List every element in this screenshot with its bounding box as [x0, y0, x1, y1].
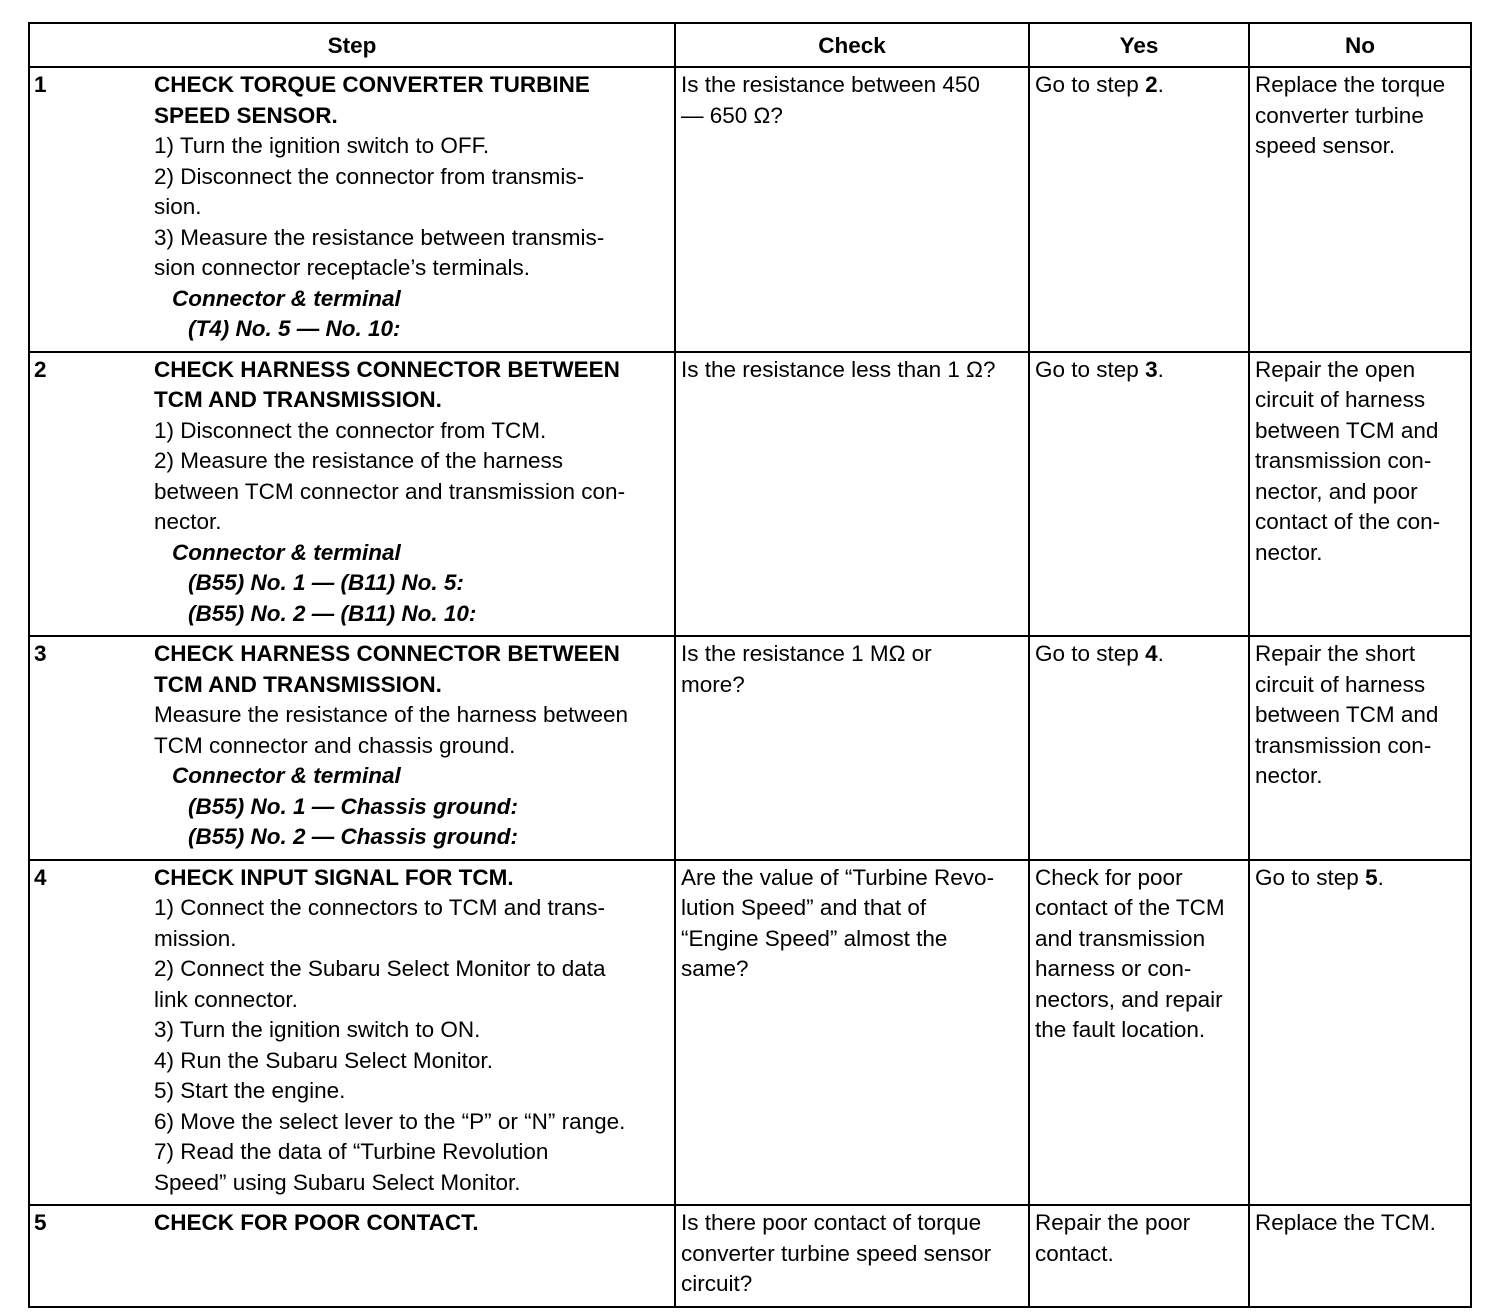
step-instruction: 1) Disconnect the connector from TCM. — [154, 417, 547, 443]
step-cell — [29, 860, 675, 1206]
step-title: TCM AND TRANSMISSION. — [154, 387, 442, 412]
step-instruction: 5) Start the engine. — [154, 1078, 346, 1103]
step-title: CHECK HARNESS CONNECTOR BETWEEN — [154, 356, 620, 382]
check-cell — [675, 860, 1029, 1206]
step-number: 3 — [34, 641, 47, 666]
no-text: Repair the short — [1255, 641, 1416, 666]
table-row — [29, 1205, 1471, 1307]
step-instruction: Measure the resistance of the harness between — [154, 702, 629, 727]
no-text: speed sensor. — [1255, 133, 1396, 158]
diagnostic-table — [28, 22, 1472, 1308]
step-instruction: Speed” using Subaru Select Monitor. — [154, 1169, 521, 1195]
yes-text: harness or con- — [1035, 956, 1192, 981]
yes-text: . — [1157, 72, 1164, 97]
yes-text: Go to step — [1035, 72, 1146, 97]
no-step-ref: 5 — [1365, 864, 1378, 890]
check-text: “Engine Speed” almost the — [681, 925, 948, 951]
step-instruction: mission. — [154, 925, 237, 951]
check-text: Are the value of “Turbine Revo- — [681, 864, 995, 890]
no-cell — [1249, 636, 1471, 860]
yes-text: contact. — [1035, 1240, 1114, 1266]
check-text: Is the resistance less than 1 Ω? — [681, 356, 996, 382]
no-cell — [1249, 1205, 1471, 1307]
check-text: circuit? — [681, 1271, 753, 1296]
step-instruction: nector. — [154, 509, 222, 534]
no-text: contact of the con- — [1255, 509, 1441, 534]
step-instruction: 3) Measure the resistance between transmis- — [154, 224, 605, 250]
no-text: transmission con- — [1255, 448, 1432, 473]
header-row — [29, 23, 1471, 67]
check-cell — [675, 1205, 1029, 1307]
yes-text: Go to step — [1035, 356, 1146, 382]
yes-step-ref: 2 — [1145, 72, 1158, 97]
step-instruction: link connector. — [154, 986, 298, 1012]
step-title: SPEED SENSOR. — [154, 102, 338, 128]
step-title: CHECK TORQUE CONVERTER TURBINE — [154, 72, 590, 97]
check-text: Is the resistance 1 MΩ or — [681, 641, 932, 666]
yes-text: and transmission — [1035, 925, 1206, 951]
no-text: nector, and poor — [1255, 478, 1418, 504]
table-row — [29, 67, 1471, 352]
no-text: . — [1377, 864, 1384, 890]
step-instruction: sion connector receptacle’s terminals. — [154, 255, 531, 280]
check-text: converter turbine speed sensor — [681, 1240, 992, 1266]
table-row — [29, 636, 1471, 860]
header-no: No — [1249, 23, 1471, 67]
no-cell — [1249, 860, 1471, 1206]
no-text: circuit of harness — [1255, 387, 1426, 412]
step-instruction: 2) Measure the resistance of the harness — [154, 448, 563, 473]
step-instruction: 3) Turn the ignition switch to ON. — [154, 1017, 481, 1042]
yes-cell — [1029, 1205, 1249, 1307]
connector-terminal: (B55) No. 2 — (B11) No. 10: — [188, 600, 477, 626]
step-instruction: 1) Connect the connectors to TCM and trans- — [154, 895, 606, 920]
no-text: between TCM and — [1255, 417, 1439, 443]
header-yes: Yes — [1029, 23, 1249, 67]
connector-label: Connector & terminal — [172, 763, 401, 788]
step-title: CHECK FOR POOR CONTACT. — [154, 1210, 479, 1235]
step-instruction: 6) Move the select lever to the “P” or “N” range. — [154, 1108, 626, 1134]
yes-text: the fault location. — [1035, 1017, 1206, 1042]
step-instruction: between TCM connector and transmission con- — [154, 478, 626, 504]
step-instruction: 2) Connect the Subaru Select Monitor to data — [154, 956, 606, 981]
yes-cell — [1029, 352, 1249, 637]
yes-text: Check for poor — [1035, 864, 1183, 890]
yes-cell — [1029, 67, 1249, 352]
connector-terminal: (T4) No. 5 — No. 10: — [188, 316, 401, 341]
no-text: nector. — [1255, 763, 1323, 788]
step-cell — [29, 1205, 675, 1307]
yes-step-ref: 4 — [1145, 641, 1158, 666]
step-title: CHECK INPUT SIGNAL FOR TCM. — [154, 864, 514, 890]
yes-text: . — [1157, 356, 1164, 382]
no-text: Repair the open — [1255, 356, 1416, 382]
connector-terminal: (B55) No. 1 — Chassis ground: — [188, 793, 519, 819]
step-instruction: sion. — [154, 194, 202, 219]
no-cell — [1249, 67, 1471, 352]
step-title: TCM AND TRANSMISSION. — [154, 671, 442, 697]
step-instruction: 2) Disconnect the connector from transmis- — [154, 163, 585, 189]
step-cell — [29, 352, 675, 637]
table-row — [29, 352, 1471, 637]
no-text: Replace the TCM. — [1255, 1210, 1436, 1235]
connector-label: Connector & terminal — [172, 539, 401, 565]
step-number: 4 — [34, 864, 47, 890]
no-text: nector. — [1255, 539, 1323, 565]
yes-text: Repair the poor — [1035, 1210, 1191, 1235]
check-cell — [675, 67, 1029, 352]
step-instruction: TCM connector and chassis ground. — [154, 732, 516, 758]
step-instruction: 7) Read the data of “Turbine Revolution — [154, 1139, 549, 1164]
step-instruction: 1) Turn the ignition switch to OFF. — [154, 133, 490, 158]
step-instruction: 4) Run the Subaru Select Monitor. — [154, 1047, 493, 1073]
header-step: Step — [29, 23, 675, 67]
check-cell — [675, 636, 1029, 860]
yes-text: Go to step — [1035, 641, 1146, 666]
yes-step-ref: 3 — [1145, 356, 1158, 382]
check-text: Is there poor contact of torque — [681, 1210, 982, 1235]
no-text: Replace the torque — [1255, 72, 1446, 97]
check-text: Is the resistance between 450 — [681, 72, 980, 97]
table-row — [29, 860, 1471, 1206]
check-text: lution Speed” and that of — [681, 895, 927, 920]
yes-text: contact of the TCM — [1035, 895, 1225, 920]
no-cell — [1249, 352, 1471, 637]
check-cell — [675, 352, 1029, 637]
yes-text: nectors, and repair — [1035, 986, 1223, 1012]
step-cell — [29, 67, 675, 352]
check-text: more? — [681, 671, 745, 697]
no-text: Go to step — [1255, 864, 1366, 890]
header-check: Check — [675, 23, 1029, 67]
yes-cell — [1029, 636, 1249, 860]
no-text: converter turbine — [1255, 102, 1424, 128]
step-cell — [29, 636, 675, 860]
connector-label: Connector & terminal — [172, 285, 401, 311]
yes-cell — [1029, 860, 1249, 1206]
no-text: between TCM and — [1255, 702, 1439, 727]
step-number: 2 — [34, 356, 47, 382]
step-number: 5 — [34, 1210, 47, 1235]
no-text: transmission con- — [1255, 732, 1432, 758]
step-number: 1 — [34, 72, 47, 97]
step-title: CHECK HARNESS CONNECTOR BETWEEN — [154, 641, 620, 666]
connector-terminal: (B55) No. 1 — (B11) No. 5: — [188, 570, 464, 595]
check-text: — 650 Ω? — [681, 102, 783, 128]
check-text: same? — [681, 956, 749, 981]
yes-text: . — [1157, 641, 1164, 666]
connector-terminal: (B55) No. 2 — Chassis ground: — [188, 824, 519, 849]
no-text: circuit of harness — [1255, 671, 1426, 697]
